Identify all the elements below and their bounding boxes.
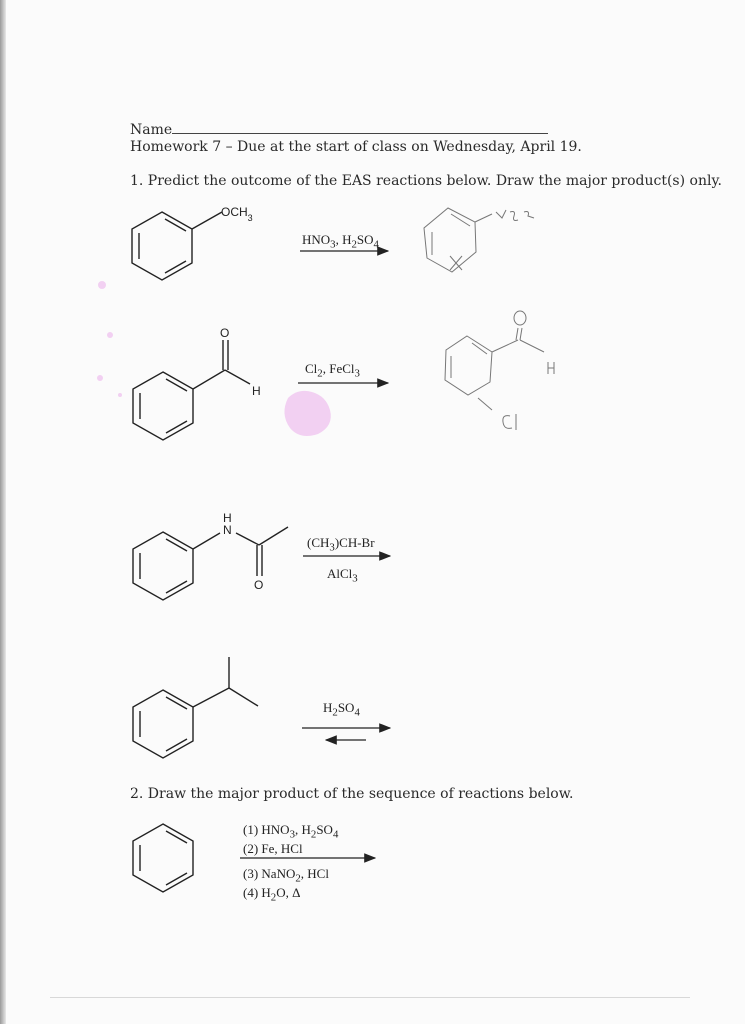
reaction-2-reagent: $Cl_2$, FeCl$_3$ <box>305 361 360 380</box>
question-2-prompt: 2. Draw the major product of the sequence of reactions below. <box>130 786 574 802</box>
reactant-3-acetanilide <box>133 527 288 600</box>
question-2-reagents-above: (1) $HNO_3$, $H_2SO_4$ (2) Fe, HCl <box>243 822 339 856</box>
methoxy-label: $OCH_3$ <box>221 205 253 223</box>
scan-smudges <box>97 281 331 436</box>
question-1-prompt: 1. Predict the outcome of the EAS reactions below. Draw the major product(s) only. <box>130 173 722 189</box>
amide-oxygen-label: O <box>254 578 264 592</box>
handwritten-product-2 <box>445 311 554 430</box>
reaction-1-reagent: $HNO_3$, $H_2SO_4$ <box>302 232 379 251</box>
carbonyl-oxygen-label: O <box>220 326 230 340</box>
question-2-reagents-below: (3) NaNO$_2$, HCl (4) $H_2O$, Δ <box>243 866 329 904</box>
amide-h-label: H <box>223 511 232 525</box>
amide-n-label: N <box>223 523 232 537</box>
question-2-benzene <box>133 824 193 892</box>
reaction-3-reagent-top: $(CH_3)CH-Br$ <box>307 535 375 554</box>
reactant-2-benzaldehyde <box>133 340 250 440</box>
name-label: Name <box>130 122 173 138</box>
reaction-3-reagent-bottom: AlCl$_3$ <box>327 566 358 585</box>
reaction-4-reagent: $H_2SO_4$ <box>323 700 360 719</box>
aldehyde-h-label: H <box>252 384 261 398</box>
handwritten-product-1 <box>424 208 534 272</box>
reactant-4-cumene <box>133 657 258 758</box>
homework-title: Homework 7 – Due at the start of class on Wednesday, April 19. <box>130 139 582 155</box>
reactant-1-anisole <box>132 212 222 280</box>
